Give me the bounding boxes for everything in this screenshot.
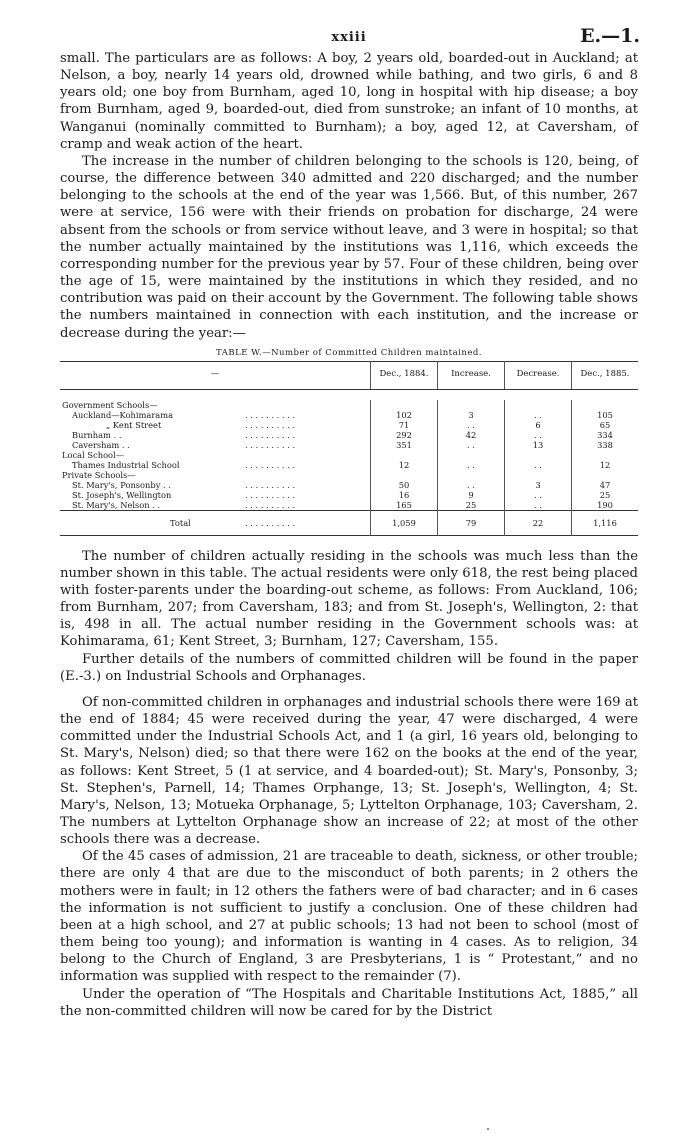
value-cell: 105 bbox=[572, 410, 639, 420]
table-cell-empty bbox=[438, 470, 505, 480]
table-total-row bbox=[60, 510, 638, 535]
institution-cell bbox=[60, 500, 371, 511]
table-cell-empty bbox=[572, 470, 639, 480]
value-cell: . . bbox=[505, 430, 572, 440]
section-heading: Government Schools— bbox=[62, 399, 158, 410]
value-cell: 12 bbox=[572, 460, 639, 470]
table-cell-empty bbox=[505, 470, 572, 480]
table-row bbox=[60, 430, 638, 440]
institution-name: Caversham . . bbox=[72, 439, 130, 450]
value-cell: 16 bbox=[371, 490, 438, 500]
paragraph-further-details: Further details of the numbers of committed children will be found in the paper (E.-3.) on Industrial Schools and Orphanages. bbox=[60, 651, 638, 684]
value-cell: . . bbox=[438, 460, 505, 470]
value-cell: 9 bbox=[438, 490, 505, 500]
institution-cell bbox=[60, 440, 371, 450]
value-cell: . . bbox=[505, 460, 572, 470]
institution-cell bbox=[60, 480, 371, 490]
table-cell-empty bbox=[572, 400, 639, 410]
value-cell: . . bbox=[505, 490, 572, 500]
leader-dots: . . . . . . . . . . bbox=[245, 439, 296, 450]
value-cell: 165 bbox=[371, 500, 438, 511]
value-cell: 334 bbox=[572, 430, 639, 440]
table-row bbox=[60, 420, 638, 430]
value-cell: 13 bbox=[505, 440, 572, 450]
table-cell-empty bbox=[438, 450, 505, 460]
table-cell-empty bbox=[505, 450, 572, 460]
total-value-cell: 79 bbox=[438, 510, 505, 535]
column-header-dec-1885: Dec., 1885. bbox=[572, 361, 639, 389]
value-cell: 338 bbox=[572, 440, 639, 450]
institution-cell bbox=[60, 430, 371, 440]
value-cell: 102 bbox=[371, 410, 438, 420]
page-header bbox=[60, 22, 638, 50]
table-cell-empty bbox=[505, 400, 572, 410]
leader-dots: . . . . . . . . . . bbox=[245, 517, 296, 528]
column-header-increase: Increase. bbox=[438, 361, 505, 389]
leader-dots: . . . . . . . . . . bbox=[245, 419, 296, 430]
value-cell: . . bbox=[438, 480, 505, 490]
paragraph-non-committed: Of non-committed children in orphanages and industrial schools there were 169 at the end of 1884; 45 were received during the year, 47 were discharged, 4 were committed under the Industrial Schools Act, and 1 (a girl, 16 years old, belonging to St. Mary's, Nelson) died; so that there were 162 on the books at the end of the year, as follows: Kent Street, 5 (1 at service, and 4 boarded-out); St. Mary's, Ponsonby, 3; St. Stephen's, Parnell, 14; Thames Orphange, 13; St. Joseph's, Wellington, 4; St. Mary's, Nelson, 13; Motueka Orphanage, 5; Lyttelton Orphanage, 103; Caversham, 2. The numbers at Lyttelton Orphanage show an increase of 22; at most of the other schools there was a decrease. bbox=[60, 694, 638, 848]
section-heading: Private Schools— bbox=[62, 469, 136, 480]
table-cell-empty bbox=[371, 470, 438, 480]
total-label: Total bbox=[170, 517, 191, 528]
value-cell: 42 bbox=[438, 430, 505, 440]
institution-cell bbox=[60, 410, 371, 420]
committed-children-table bbox=[60, 361, 638, 536]
institution-name: St. Mary's, Ponsonby . . bbox=[72, 479, 171, 490]
institution-name: St. Mary's, Nelson . . bbox=[72, 499, 161, 510]
institution-cell bbox=[60, 460, 371, 470]
total-label-cell bbox=[60, 510, 371, 535]
table-spacer-cell bbox=[60, 389, 638, 400]
table-spacer-row bbox=[60, 389, 638, 400]
total-value-cell: 1,059 bbox=[371, 510, 438, 535]
table-row bbox=[60, 460, 638, 470]
value-cell: 351 bbox=[371, 440, 438, 450]
column-header-dec-1884: Dec., 1884. bbox=[371, 361, 438, 389]
page-mark bbox=[487, 1128, 489, 1130]
leader-dots: . . . . . . . . . . bbox=[245, 429, 296, 440]
institution-cell bbox=[60, 420, 371, 430]
value-cell: 65 bbox=[572, 420, 639, 430]
document-page bbox=[60, 22, 638, 1020]
paragraph-residents: The number of children actually residing in the schools was much less than the number shown in this table. The actual residents were only 618, the rest being placed with foster-parents under the boarding-out scheme, as follows: From Auckland, 106; from Burnham, 207; from Caversham, 183; and from St. Joseph's, Wellington, 2: that is, 498 in all. The actual number residing in the Government schools was: at Kohimarama, 61; Kent Street, 3; Burnham, 127; Caversham, 155. bbox=[60, 548, 638, 650]
value-cell: 190 bbox=[572, 500, 639, 511]
section-heading: Local School— bbox=[62, 449, 125, 460]
table-header-row bbox=[60, 361, 638, 389]
page-number: xxiii bbox=[331, 30, 367, 45]
table-row bbox=[60, 410, 638, 420]
value-cell: 25 bbox=[438, 500, 505, 511]
table-section-row bbox=[60, 470, 638, 480]
value-cell: . . bbox=[438, 440, 505, 450]
paragraph-admissions: Of the 45 cases of admission, 21 are traceable to death, sickness, or other trouble; there are only 4 that are due to the misconduct of both parents; in 2 others the mothers were in fault; in 12 others the fathers were of bad character; and in 6 cases the information is not sufficient to justify a conclusion. One of these children had been at a high school, and 27 at public schools; 13 had not been to school (most of them being too young); and information is wanting in 4 cases. As to religion, 34 belong to the Church of England, 3 are Presbyterians, 1 is “ Protestant,” and no information was supplied with respect to the remainder (7). bbox=[60, 849, 638, 985]
table-caption: TABLE W.—Number of Committed Children maintained. bbox=[215, 347, 483, 358]
value-cell: 12 bbox=[371, 460, 438, 470]
institution-name: Burnham . . bbox=[72, 429, 122, 440]
table-cell-empty bbox=[371, 400, 438, 410]
leader-dots: . . . . . . . . . . bbox=[245, 489, 296, 500]
value-cell: . . bbox=[505, 410, 572, 420]
value-cell: 292 bbox=[371, 430, 438, 440]
table-row bbox=[60, 500, 638, 511]
value-cell: 3 bbox=[438, 410, 505, 420]
table-cell-empty bbox=[371, 450, 438, 460]
leader-dots: . . . . . . . . . . bbox=[245, 459, 296, 470]
value-cell: 50 bbox=[371, 480, 438, 490]
value-cell: 47 bbox=[572, 480, 639, 490]
total-value-cell: 22 bbox=[505, 510, 572, 535]
total-value-cell: 1,116 bbox=[572, 510, 639, 535]
value-cell: . . bbox=[438, 420, 505, 430]
institution-name: St. Joseph's, Wellington bbox=[72, 489, 172, 500]
table-cell-empty bbox=[572, 450, 639, 460]
table-row bbox=[60, 480, 638, 490]
leader-dots: . . . . . . . . . . bbox=[245, 499, 296, 510]
table-section-row bbox=[60, 400, 638, 410]
table-cell-empty bbox=[438, 400, 505, 410]
paragraph-deaths: small. The particulars are as follows: A boy, 2 years old, boarded-out in Auckland; at Nelson, a boy, nearly 14 years old, drowned while bathing, and two girls, 6 and 8 years old; one boy from Burnham, aged 10, long in hospital with hip disease; a boy from Burnham, aged 9, boarded-out, died from sunstroke; an infant of 10 months, at Wanganui (nominally committed to Burnham); a boy, aged 12, at Caversham, of cramp and weak action of the heart. bbox=[60, 51, 638, 152]
document-reference: E.—1. bbox=[580, 25, 640, 47]
paragraph-hospitals-act: Under the operation of “The Hospitals and Charitable Institutions Act, 1885,” all the non-committed children will now be cared for by the District bbox=[60, 986, 638, 1019]
value-cell: 71 bbox=[371, 420, 438, 430]
table-row bbox=[60, 440, 638, 450]
institution-name: Auckland—Kohimarama bbox=[72, 409, 174, 420]
value-cell: 6 bbox=[505, 420, 572, 430]
leader-dots: . . . . . . . . . . bbox=[245, 409, 296, 420]
institution-cell bbox=[60, 490, 371, 500]
table-row bbox=[60, 490, 638, 500]
column-header-institution: — bbox=[60, 361, 371, 389]
institution-name: „ Kent Street bbox=[106, 419, 162, 430]
table-section-row bbox=[60, 450, 638, 460]
paragraph-increase: The increase in the number of children belonging to the schools is 120, being, of course, the difference between 340 admitted and 220 discharged; and the number belonging to the schools at the end of the year was 1,566. But, of this number, 267 were at service, 156 were with their friends on probation for discharge, 24 were absent from the schools or from service without leave, and 3 were in hospital; so that the number actually maintained by the institutions was 1,116, which exceeds the corresponding number for the previous year by 57. Four of these children, being over the age of 15, were maintained by the institutions in which they resided, and no contribution was paid on their account by the Government. The following table shows the numbers maintained in connection with each institution, and the increase or decrease during the year:— bbox=[60, 153, 638, 341]
column-header-decrease: Decrease. bbox=[505, 361, 572, 389]
institution-name: Thames Industrial School bbox=[72, 459, 180, 470]
value-cell: 3 bbox=[505, 480, 572, 490]
leader-dots: . . . . . . . . . . bbox=[245, 479, 296, 490]
value-cell: . . bbox=[505, 500, 572, 511]
value-cell: 25 bbox=[572, 490, 639, 500]
